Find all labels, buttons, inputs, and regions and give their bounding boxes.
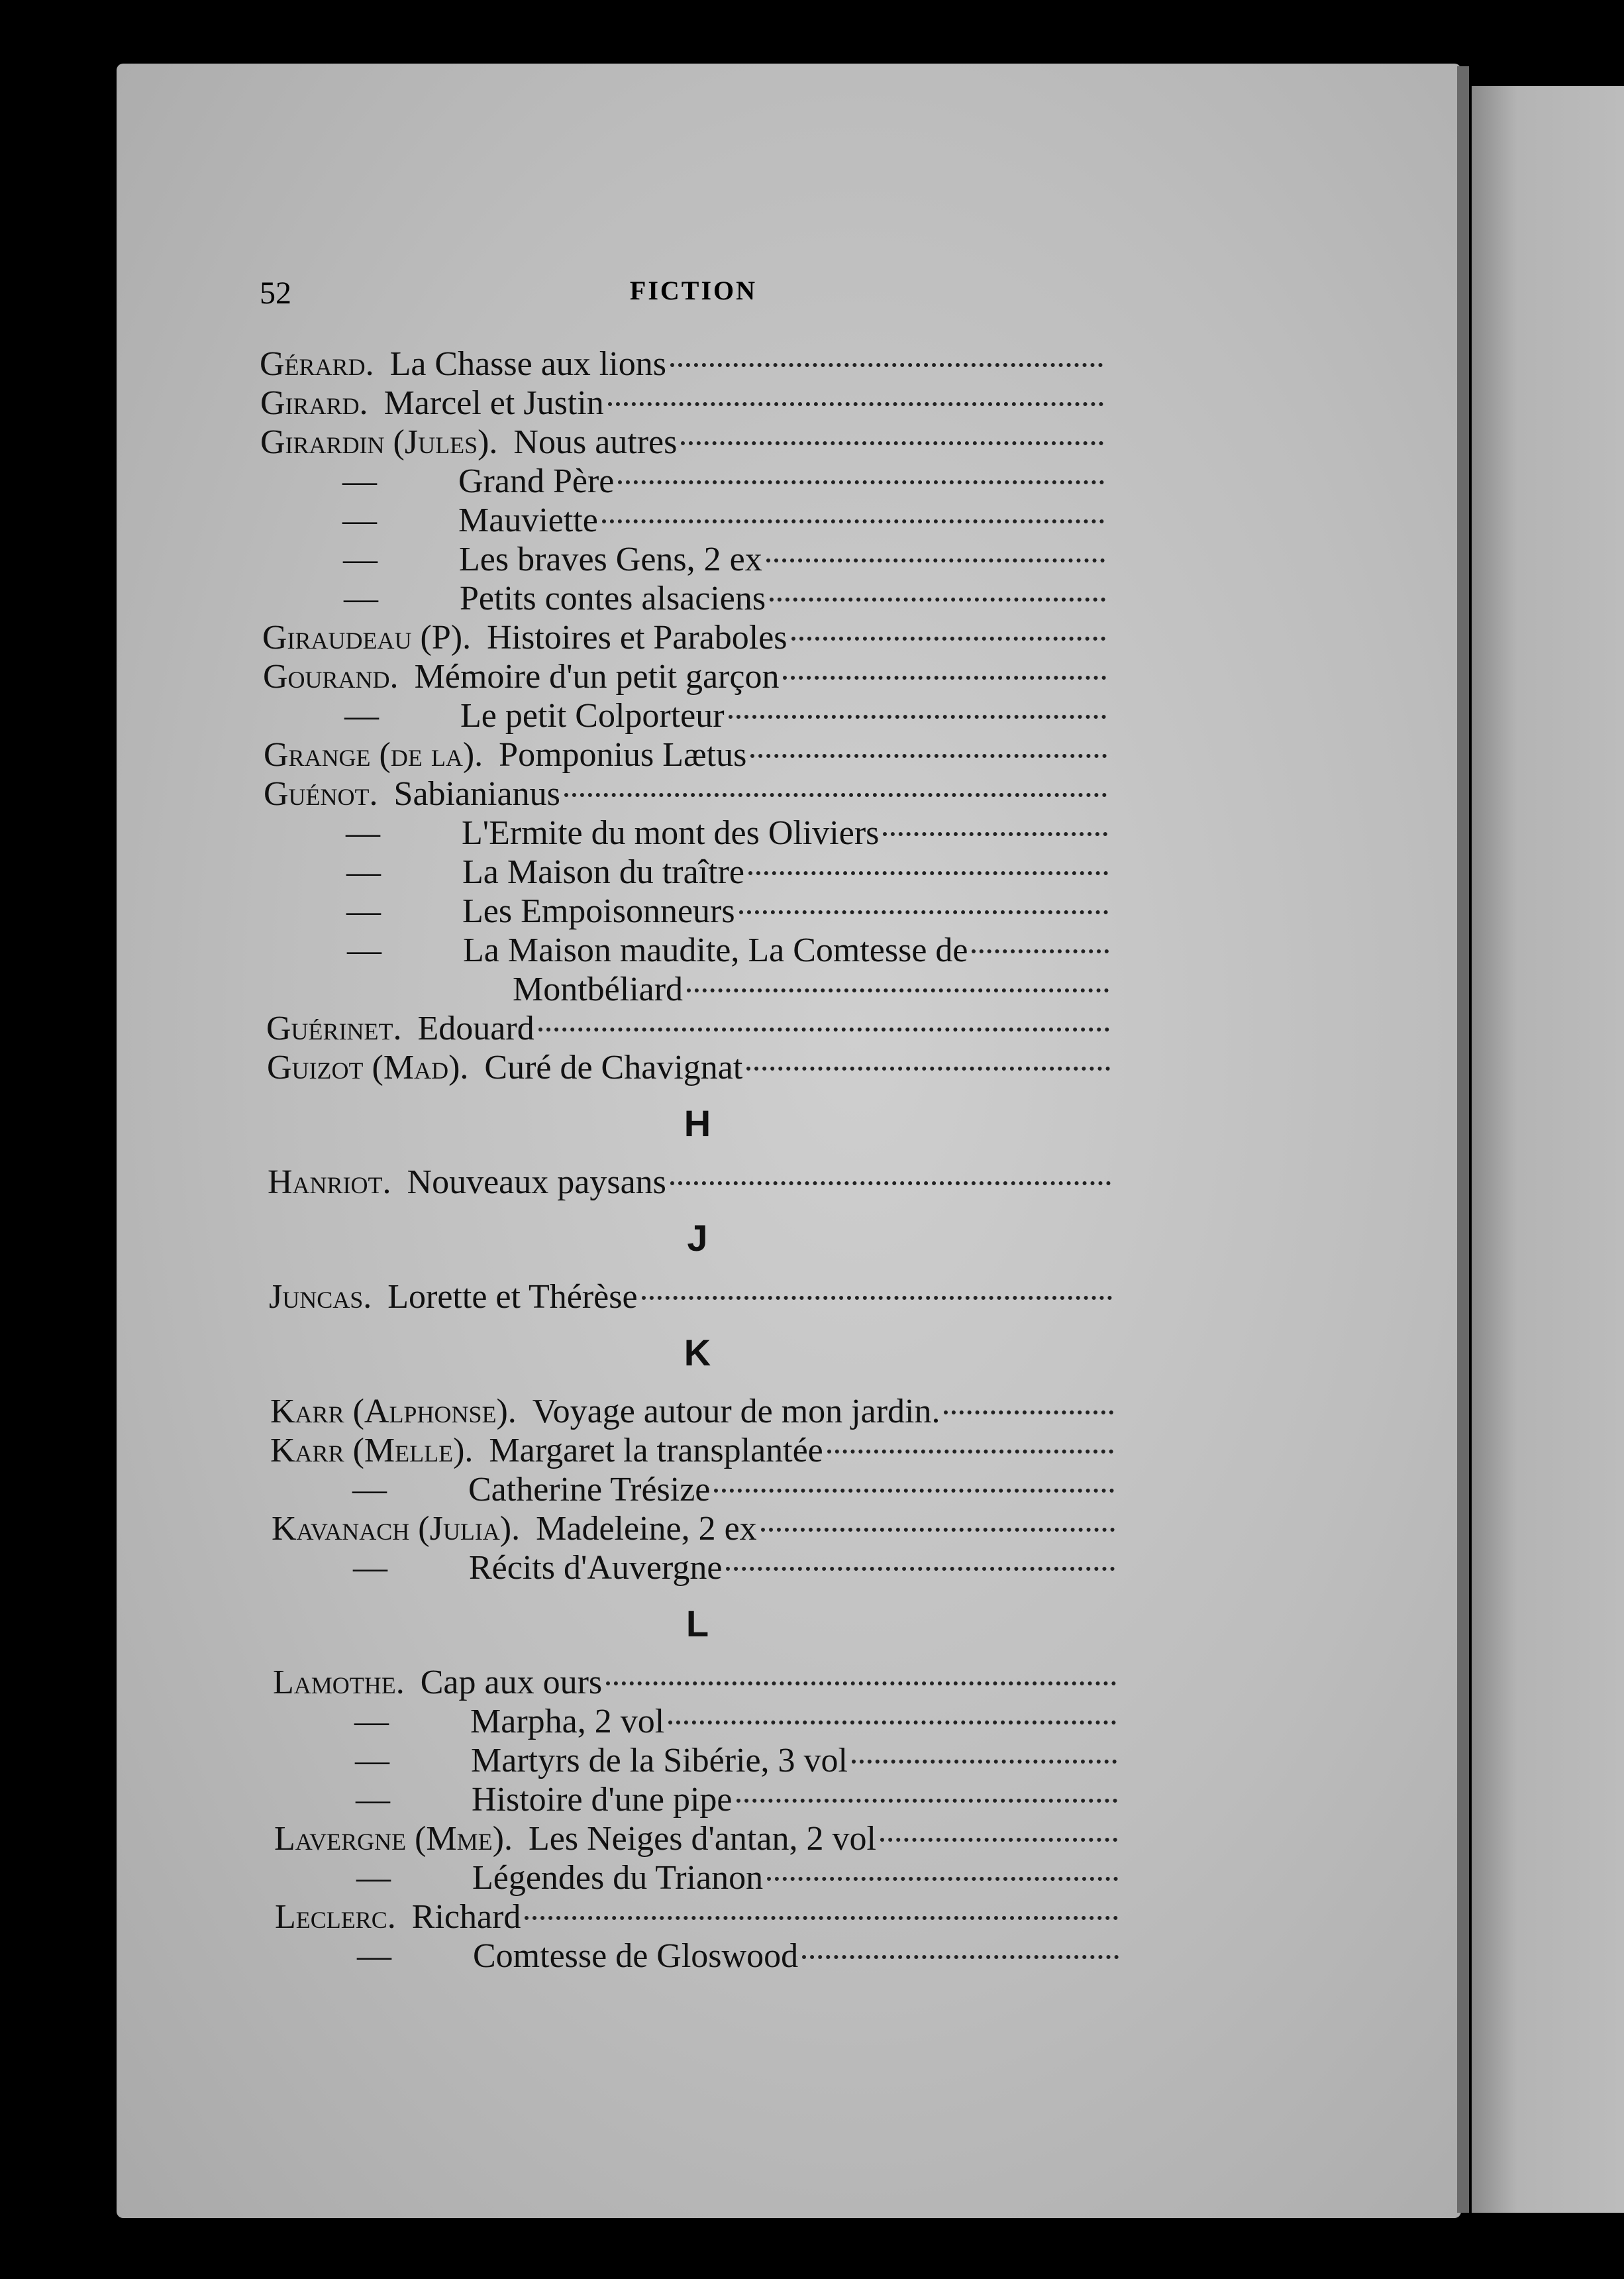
- ditto-dash: —: [355, 1742, 389, 1779]
- dot-leader: [766, 558, 1105, 562]
- author-name: Lavergne (Mme).: [274, 1820, 513, 1858]
- author-name: Grange (de la).: [264, 736, 483, 774]
- dot-leader: [770, 598, 1105, 602]
- index-entry: [261, 501, 1104, 541]
- ditto-dash: —: [357, 1937, 391, 1975]
- work-title-line: [412, 1897, 1118, 1937]
- work-title: Légendes du Trianon: [472, 1859, 764, 1897]
- ditto-dash: —: [342, 502, 377, 539]
- work-title: Sabianianus: [393, 775, 560, 813]
- running-head: [260, 275, 1127, 315]
- running-head-title: FICTION: [629, 276, 758, 305]
- index-entry: [271, 1470, 1114, 1510]
- dot-leader: [564, 793, 1107, 797]
- dot-leader: [681, 441, 1103, 445]
- work-title-line: [462, 892, 1108, 931]
- index-entry: [264, 735, 1107, 775]
- section-letter-heading: H: [684, 1102, 711, 1144]
- index-entry: [272, 1509, 1115, 1549]
- work-title-line: [536, 1509, 1115, 1549]
- work-title: Cap aux ours: [420, 1664, 603, 1701]
- work-title-line: [469, 1548, 1115, 1588]
- work-title: Pomponius Lætus: [499, 736, 747, 774]
- work-title: Marpha, 2 vol: [470, 1703, 665, 1740]
- author-name: Hanriot.: [268, 1163, 391, 1201]
- index-entry: [275, 1897, 1118, 1937]
- work-title-line: [472, 1858, 1118, 1898]
- dot-leader: [602, 519, 1104, 523]
- dot-leader: [750, 754, 1107, 758]
- index-entry: [262, 618, 1105, 658]
- dot-leader: [714, 1489, 1114, 1493]
- work-title-line: [513, 970, 1109, 1010]
- work-title-line: [470, 1702, 1116, 1742]
- work-title: Comtesse de Gloswood: [473, 1937, 799, 1975]
- ditto-dash: —: [347, 931, 381, 969]
- work-title: Martyrs de la Sibérie, 3 vol: [471, 1742, 848, 1779]
- work-title-line: [489, 1431, 1113, 1471]
- work-title: Petits contes alsaciens: [460, 580, 766, 617]
- work-title: Mauviette: [458, 502, 598, 539]
- dot-leader: [525, 1916, 1118, 1920]
- book-gutter: [1457, 66, 1469, 2213]
- author-name: Gérard.: [260, 345, 374, 383]
- index-entry: [262, 540, 1105, 580]
- author-name: Kavanach (Julia).: [272, 1510, 521, 1548]
- index-entry: [264, 774, 1107, 814]
- work-title-line: [460, 579, 1105, 619]
- work-title: Les Empoisonneurs: [462, 892, 735, 930]
- work-title: L'Ermite du mont des Oliviers: [462, 814, 880, 852]
- index-entry: [263, 696, 1106, 736]
- work-title: Les braves Gens, 2 ex: [459, 541, 762, 578]
- dot-leader: [736, 1799, 1117, 1803]
- author-name: Lamothe.: [273, 1664, 405, 1701]
- work-title: Nouveaux paysans: [407, 1163, 666, 1201]
- work-title: Richard: [411, 1898, 521, 1936]
- ditto-dash: —: [346, 892, 381, 930]
- work-title-line: [387, 1277, 1112, 1317]
- work-title-line: [472, 1780, 1117, 1820]
- section-letter-heading: K: [684, 1332, 711, 1373]
- dot-leader: [802, 1955, 1119, 1959]
- index-entry: [263, 657, 1106, 697]
- work-title: Madeleine, 2 ex: [536, 1510, 757, 1548]
- index-entry: [269, 1277, 1112, 1317]
- work-title-line: [513, 423, 1103, 462]
- author-name: Guénot.: [264, 775, 378, 813]
- author-name: Karr (Melle).: [270, 1432, 474, 1469]
- work-title-line: [421, 1663, 1116, 1703]
- dot-leader: [606, 1681, 1116, 1685]
- work-title-line: [418, 1009, 1109, 1049]
- work-title-line: [473, 1936, 1119, 1976]
- work-title-line: [487, 618, 1105, 658]
- index-entry: [267, 1048, 1110, 1088]
- ditto-dash: —: [346, 853, 381, 891]
- work-title-line: [415, 657, 1106, 697]
- dot-leader: [783, 676, 1106, 680]
- ditto-dash: —: [343, 541, 378, 578]
- work-title-line: [471, 1741, 1117, 1781]
- ditto-dash: —: [353, 1549, 387, 1587]
- dot-leader: [668, 1721, 1116, 1724]
- work-title: Voyage autour de mon jardin.: [532, 1393, 940, 1430]
- work-title-line: [394, 774, 1107, 814]
- author-name: Juncas.: [269, 1278, 372, 1316]
- work-title-line: [499, 735, 1107, 775]
- index-entry: [260, 344, 1103, 384]
- dot-leader: [642, 1296, 1112, 1300]
- index-entry: [270, 1392, 1113, 1432]
- work-title: Catherine Trésize: [468, 1471, 711, 1509]
- index-entry: [266, 931, 1109, 971]
- dot-leader: [767, 1877, 1118, 1881]
- index-entry: [272, 1548, 1115, 1588]
- index-entry: [274, 1819, 1117, 1859]
- dot-leader: [746, 1067, 1110, 1071]
- ditto-dash: —: [346, 814, 380, 852]
- author-name: Guérinet.: [266, 1010, 402, 1047]
- index-entry: [274, 1780, 1117, 1820]
- index-entry: [275, 1858, 1118, 1898]
- work-title: Les Neiges d'antan, 2 vol: [528, 1820, 876, 1858]
- facing-page-edge: [1472, 86, 1624, 2213]
- author-name: Karr (Alphonse).: [270, 1393, 517, 1430]
- work-title: Montbéliard: [513, 971, 684, 1008]
- index-entry: [268, 1163, 1111, 1202]
- work-title: Curé de Chavignat: [484, 1049, 743, 1086]
- work-title: Récits d'Auvergne: [469, 1549, 723, 1587]
- section-letter-heading: L: [685, 1603, 709, 1644]
- index-entry: [266, 1009, 1109, 1049]
- work-title-line: [390, 344, 1103, 384]
- index-entry: [270, 1431, 1113, 1471]
- work-title: La Maison maudite, La Comtesse de: [463, 931, 968, 969]
- dot-leader: [618, 480, 1104, 484]
- work-title: Histoires et Paraboles: [487, 619, 787, 657]
- section-letter-heading: J: [687, 1217, 708, 1259]
- work-title-line: [463, 931, 1109, 971]
- work-title: Grand Père: [458, 462, 615, 500]
- author-name: Girardin (Jules).: [260, 423, 498, 461]
- work-title: Lorette et Thérèse: [387, 1278, 638, 1316]
- page-number: 52: [260, 276, 291, 311]
- work-title-line: [459, 540, 1105, 580]
- dot-leader: [608, 402, 1103, 406]
- author-name: Gourand.: [263, 658, 399, 696]
- index-entry: [274, 1741, 1117, 1781]
- index-entry: [273, 1702, 1116, 1742]
- ditto-dash: —: [344, 697, 379, 735]
- dot-leader: [880, 1838, 1117, 1842]
- index-entry: [260, 423, 1103, 462]
- dot-leader: [739, 910, 1108, 914]
- dot-leader: [729, 715, 1106, 719]
- work-title: Histoire d'une pipe: [472, 1781, 733, 1819]
- index-entry: [261, 462, 1104, 502]
- work-title-line: [384, 384, 1103, 423]
- dot-leader: [761, 1528, 1115, 1532]
- work-title: Marcel et Justin: [383, 384, 604, 422]
- ditto-dash: —: [356, 1859, 391, 1897]
- dot-leader: [726, 1567, 1115, 1571]
- index-entry: [276, 1936, 1119, 1976]
- index-entry: [264, 814, 1107, 853]
- dot-leader: [944, 1410, 1113, 1414]
- index-entry: [273, 1663, 1116, 1703]
- dot-leader: [748, 871, 1108, 875]
- work-title: Mémoire d'un petit garçon: [414, 658, 780, 696]
- author-name: Giraudeau (P).: [262, 619, 472, 657]
- dot-leader: [852, 1760, 1117, 1764]
- author-name: Girard.: [260, 384, 368, 422]
- ditto-dash: —: [352, 1471, 387, 1509]
- work-title-line: [462, 814, 1107, 853]
- work-title: La Maison du traître: [462, 853, 744, 891]
- index-entry: [262, 579, 1105, 619]
- work-title-line: [460, 696, 1106, 736]
- work-title-line: [458, 462, 1104, 502]
- work-title: La Chasse aux lions: [389, 345, 666, 383]
- dot-leader: [883, 832, 1107, 836]
- dot-leader: [827, 1450, 1113, 1454]
- dot-leader: [538, 1028, 1109, 1032]
- dot-leader: [972, 949, 1109, 953]
- work-title: Nous autres: [513, 423, 678, 461]
- work-title-line: [484, 1048, 1110, 1088]
- index-entry: [266, 970, 1109, 1010]
- author-name: Leclerc.: [275, 1898, 396, 1936]
- work-title: Margaret la transplantée: [489, 1432, 823, 1469]
- work-title-line: [458, 501, 1104, 541]
- work-title-line: [407, 1163, 1111, 1202]
- author-name: Guizot (Mad).: [267, 1049, 469, 1086]
- work-title-line: [529, 1819, 1117, 1859]
- dot-leader: [687, 988, 1109, 992]
- work-title-line: [462, 853, 1108, 892]
- dot-leader: [791, 637, 1105, 641]
- dot-leader: [670, 1181, 1111, 1185]
- work-title: Edouard: [417, 1010, 534, 1047]
- index-entry: [265, 892, 1108, 931]
- ditto-dash: —: [354, 1703, 389, 1740]
- ditto-dash: —: [344, 580, 378, 617]
- index-entry: [260, 384, 1103, 423]
- ditto-dash: —: [356, 1781, 390, 1819]
- index-entry: [265, 853, 1108, 892]
- work-title-line: [468, 1470, 1114, 1510]
- dot-leader: [670, 363, 1103, 367]
- work-title: Le petit Colporteur: [460, 697, 725, 735]
- work-title-line: [533, 1392, 1113, 1432]
- ditto-dash: —: [342, 462, 377, 500]
